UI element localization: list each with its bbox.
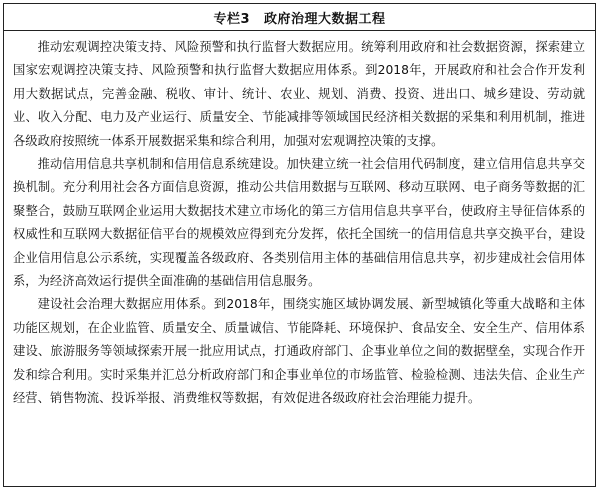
column-box — [3, 3, 596, 487]
box-body — [4, 31, 595, 411]
box-label: 专栏3 — [213, 11, 251, 27]
box-header — [4, 4, 595, 31]
paragraph-social-governance: 建设社会治理大数据应用体系。到2018年，围绕实施区域协调发展、新型城镇化等重大战略和主体功能区规划，在企业监管、质量安全、质量诚信、节能降耗、环境保护、食品安全、安全生产、信用体系建设、旅游服务等领域探索开展一批应用试点，打通政府部门、企事业单位之间的数据壁垒，实现合作开发和综合利用。实时采集并汇总分析政府部门和企事业单位的市场监管、检验检测、违法失信、企业生产经营、销售物流、投诉举报、消费维权等数据，有效促进各级政府社会治理能力提升。 — [13, 297, 585, 406]
box-title: 政府治理大数据工程 — [264, 11, 386, 27]
paragraph-macro-control: 推动宏观调控决策支持、风险预警和执行监督大数据应用。统筹利用政府和社会数据资源，探索建立国家宏观调控决策支持、风险预警和执行监督大数据应用体系。到2018年，开展政府和社会合作开发利用大数据试点，完善金融、税收、审计、统计、农业、规划、消费、投资、进出口、城乡建设、劳动就业、收入分配、电力及产业运行、质量安全、节能减排等领域国民经济相关数据的采集和利用机制，推进各级政府按照统一体系开展数据采集和综合利用，加强对宏观调控决策的支撑。 — [13, 40, 585, 148]
paragraph-credit-info: 推动信用信息共享机制和信用信息系统建设。加快建立统一社会信用代码制度，建立信用信息共享交换机制。充分利用社会各方面信息资源，推动公共信用数据与互联网、移动互联网、电子商务等数据的汇聚整合，鼓励互联网企业运用大数据技术建立市场化的第三方信用信息共享平台，使政府主导征信体系的权威性和互联网大数据征信平台的规模效应得到充分发挥，依托全国统一的信用信息共享交换平台，建设企业信用信息公示系统，实现覆盖各级政府、各类别信用主体的基础信用信息共享，初步建成社会信用体系，为经济高效运行提供全面准确的基础信用信息服务。 — [13, 157, 585, 289]
